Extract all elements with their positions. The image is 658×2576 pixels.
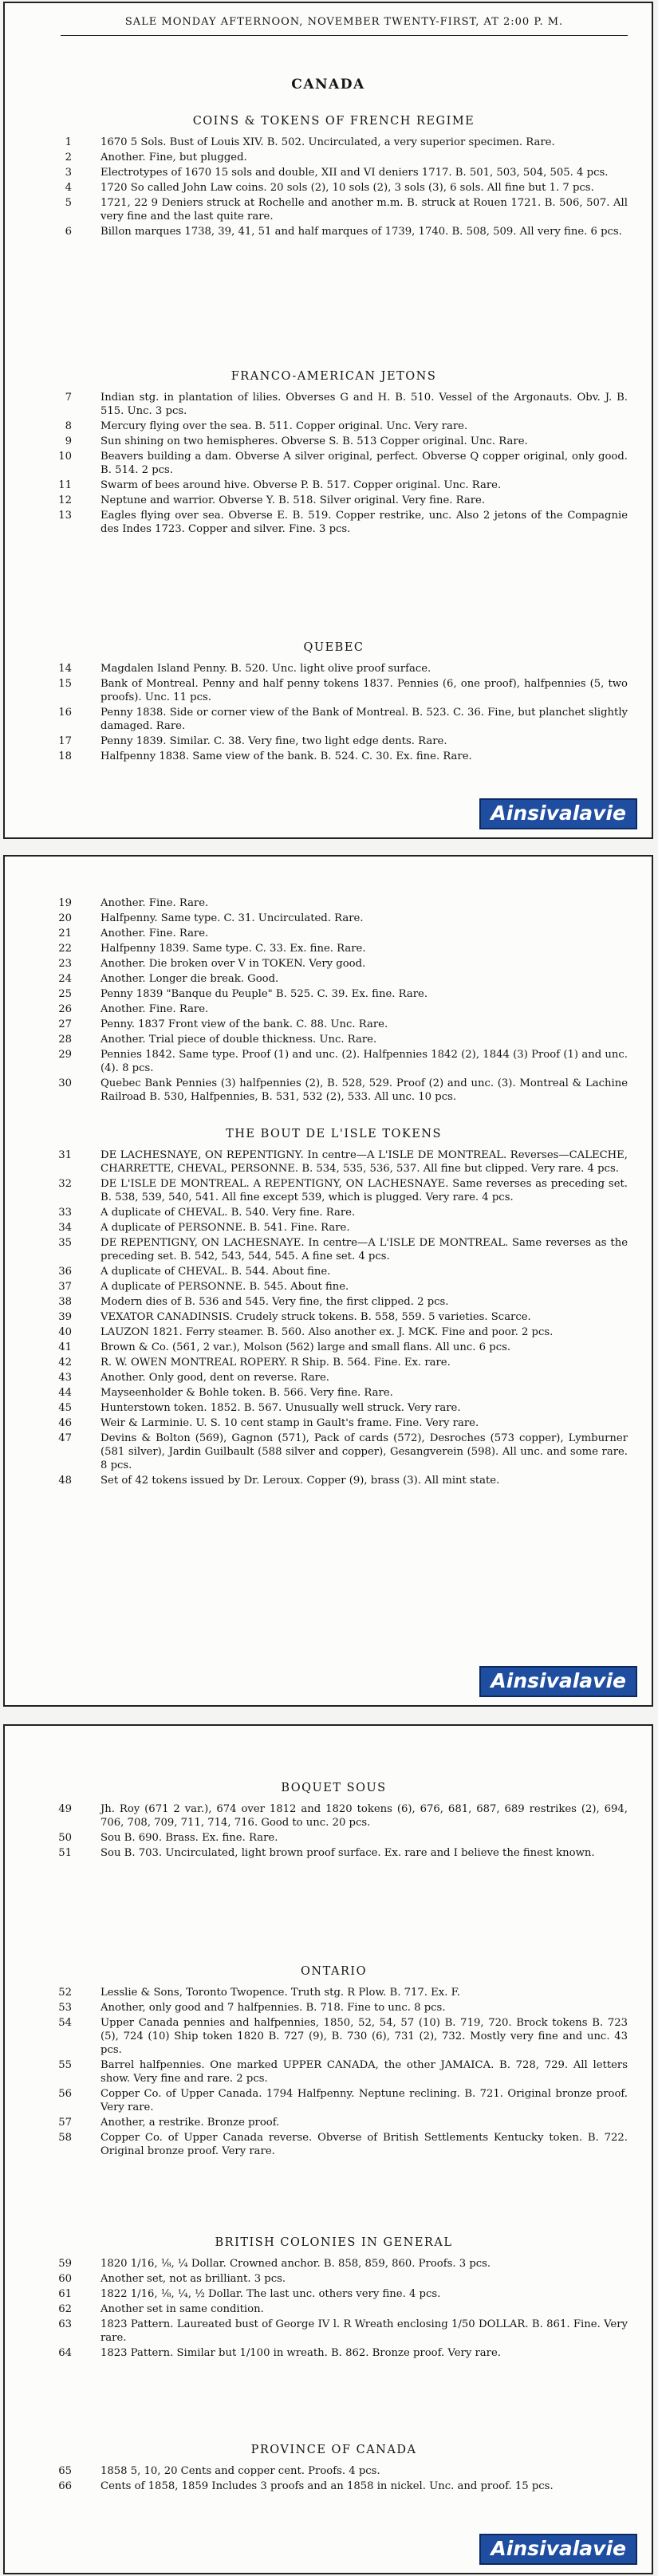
lot-description: Weir & Larminie. U. S. 10 cent stamp in Gault's frame. Fine. Very rare.	[100, 1417, 479, 1429]
lot-number: 7	[65, 392, 72, 404]
lot-entry	[40, 2257, 628, 2271]
lot-number: 44	[58, 1387, 72, 1399]
section-bout-de-lisle-tokens	[40, 1128, 628, 1489]
lot-entry	[40, 196, 628, 223]
watermark-logo: Ainsivalavie	[479, 2534, 637, 2565]
lot-number: 13	[58, 510, 72, 522]
lot-number: 51	[58, 1847, 72, 1859]
lot-number: 56	[58, 2088, 72, 2100]
section-british-colonies	[40, 2236, 628, 2361]
lot-entry	[40, 1310, 628, 1324]
lot-entry	[40, 435, 628, 448]
lot-description: Quebec Bank Pennies (3) halfpennies (2), B. 528, 529. Proof (2) and unc. (3). Montreal & Lachine Railroad B. 530, Halfpennies, B. 531, 532 (2), 533. All unc. 10 pcs.	[100, 1077, 628, 1103]
lot-number: 47	[58, 1432, 72, 1444]
lot-entry	[40, 2287, 628, 2301]
lot-number: 42	[58, 1357, 72, 1369]
lot-description: Another. Trial piece of double thickness. Unc. Rare.	[100, 1034, 377, 1046]
lot-entry	[40, 181, 628, 195]
lot-entry	[40, 151, 628, 164]
lot-entry	[40, 1846, 628, 1860]
lot-entry	[40, 1148, 628, 1176]
lot-entry	[40, 2058, 628, 2086]
section-title: FRANCO-AMERICAN JETONS	[230, 370, 437, 383]
lot-number: 16	[58, 707, 72, 719]
section-title: COINS & TOKENS OF FRENCH REGIME	[192, 115, 475, 128]
lot-number: 65	[58, 2465, 72, 2477]
catalog-page-2	[3, 855, 653, 1707]
lot-description: Neptune and warrior. Obverse Y. B. 518. Silver original. Very fine. Rare.	[100, 494, 486, 506]
lot-entry	[40, 972, 628, 986]
lot-description: Copper Co. of Upper Canada reverse. Obverse of British Settlements Kentucky token. B. 722. Original bronze proof. Very rare.	[100, 2132, 628, 2157]
lot-number: 24	[58, 973, 72, 985]
lot-number: 30	[58, 1077, 72, 1089]
lot-entry	[40, 1371, 628, 1385]
lot-description: 1822 1/16, ⅛, ¼, ½ Dollar. The last unc. others very fine. 4 pcs.	[100, 2288, 441, 2300]
lot-number: 6	[65, 226, 72, 238]
header-divider	[61, 35, 628, 36]
lot-description: Brown & Co. (561, 2 var.), Molson (562) large and small flans. All unc. 6 pcs.	[100, 1341, 511, 1353]
lot-number: 38	[58, 1296, 72, 1308]
lot-entry	[40, 1325, 628, 1339]
lot-entry	[40, 2302, 628, 2316]
lot-entry	[40, 1077, 628, 1104]
lot-number: 49	[58, 1803, 72, 1815]
lot-number: 55	[58, 2059, 72, 2071]
lot-entry	[40, 1341, 628, 1354]
lot-description: Electrotypes of 1670 15 sols and double, XII and VI deniers 1717. B. 501, 503, 504, 505. 4 pcs.	[100, 167, 609, 179]
lot-description: Penny 1839 "Banque du Peuple" B. 525. C. 39. Ex. fine. Rare.	[100, 988, 428, 1000]
lot-description: A duplicate of CHEVAL. B. 540. Very fine. Rare.	[100, 1207, 356, 1219]
lot-number: 3	[65, 167, 72, 179]
lot-description: LAUZON 1821. Ferry steamer. B. 560. Also another ex. J. MCK. Fine and poor. 2 pcs.	[100, 1326, 554, 1338]
lot-number: 28	[58, 1034, 72, 1046]
lot-number: 10	[58, 451, 72, 463]
lot-number: 5	[65, 197, 72, 209]
lot-number: 39	[58, 1311, 72, 1323]
lot-description: Swarm of bees around hive. Obverse P. B. 517. Copper original. Unc. Rare.	[100, 479, 502, 491]
lot-number: 21	[58, 928, 72, 939]
lot-number: 27	[58, 1018, 72, 1030]
lot-description: A duplicate of PERSONNE. B. 545. About fine.	[100, 1281, 349, 1293]
lot-entry	[40, 750, 628, 763]
lot-description: Sou B. 690. Brass. Ex. fine. Rare.	[100, 1832, 278, 1844]
lot-description: Eagles flying over sea. Obverse E. B. 519. Copper restrike, unc. Also 2 jetons of the Compagnie des Indes 1723. Copper and silver. Fine. 3 pcs.	[100, 510, 628, 535]
lot-number: 53	[58, 2002, 72, 2014]
lot-description: Mercury flying over the sea. B. 511. Copper original. Unc. Very rare.	[100, 420, 468, 432]
section-french-regime	[40, 115, 628, 240]
lot-description: Penny 1838. Side or corner view of the Bank of Montreal. B. 523. C. 36. Fine, but planchet slightly damaged. Rare.	[100, 707, 628, 732]
lot-description: Halfpenny 1838. Same view of the bank. B. 524. C. 30. Ex. fine. Rare.	[100, 750, 472, 762]
lot-number: 46	[58, 1417, 72, 1429]
lot-number: 40	[58, 1326, 72, 1338]
catalog-page-3	[3, 1724, 653, 2574]
lot-entry	[40, 1432, 628, 1472]
lot-entry	[40, 1048, 628, 1075]
lot-description: Barrel halfpennies. One marked UPPER CANADA, the other JAMAICA. B. 728, 729. All letters show. Very fine and rare. 2 pcs.	[100, 2059, 628, 2085]
lot-description: 1823 Pattern. Similar but 1/100 in wreath. B. 862. Bronze proof. Very rare.	[100, 2347, 501, 2359]
catalog-page-1	[3, 2, 653, 839]
lot-entry	[40, 706, 628, 733]
lot-number: 4	[65, 182, 72, 194]
lot-entry	[40, 419, 628, 433]
section-title: BOQUET SOUS	[281, 1782, 387, 1794]
lot-number: 32	[58, 1178, 72, 1190]
section-ontario	[40, 1965, 628, 2160]
lot-entry	[40, 1986, 628, 1999]
lot-entry	[40, 942, 628, 955]
lot-entry	[40, 2131, 628, 2158]
lot-description: A duplicate of CHEVAL. B. 544. About fine.	[100, 1266, 331, 1278]
lot-description: Mayseenholder & Bohle token. B. 566. Very fine. Rare.	[100, 1387, 393, 1399]
lot-description: Cents of 1858, 1859 Includes 3 proofs and an 1858 in nickel. Unc. and proof. 15 pcs.	[100, 2480, 554, 2492]
lot-entry	[40, 896, 628, 910]
lot-entry	[40, 1018, 628, 1031]
lot-number: 37	[58, 1281, 72, 1293]
lot-entry	[40, 1802, 628, 1830]
section-quebec	[40, 641, 628, 765]
lot-description: 1858 5, 10, 20 Cents and copper cent. Proofs. 4 pcs.	[100, 2465, 380, 2477]
lot-entry	[40, 1356, 628, 1369]
lot-entry	[40, 1416, 628, 1430]
lot-entry	[40, 1831, 628, 1845]
lot-description: Halfpenny. Same type. C. 31. Uncirculated. Rare.	[100, 912, 364, 924]
lot-number: 26	[58, 1003, 72, 1015]
lot-description: Sou B. 703. Uncirculated, light brown proof surface. Ex. rare and I believe the finest known.	[100, 1847, 595, 1859]
lot-number: 8	[65, 420, 72, 432]
lot-entry	[40, 735, 628, 748]
lot-description: 1823 Pattern. Laureated bust of George IV l. R Wreath enclosing 1/50 DOLLAR. B. 861. Fine. Very rare.	[100, 2318, 628, 2344]
lot-number: 63	[58, 2318, 72, 2330]
lot-entry	[40, 1265, 628, 1278]
lot-entry	[40, 1386, 628, 1400]
lot-description: Copper Co. of Upper Canada. 1794 Halfpenny. Neptune reclining. B. 721. Original bronze proof. Very rare.	[100, 2088, 628, 2113]
lot-description: DE LACHESNAYE, ON REPENTIGNY. In centre—A L'ISLE DE MONTREAL. Reverses—CALECHE, CHARRETTE, CHEVAL, PERSONNE. B. 534, 535, 536, 537. All fine but clipped. Very rare. 4 pcs.	[100, 1149, 628, 1175]
lot-description: Sun shining on two hemispheres. Obverse S. B. 513 Copper original. Unc. Rare.	[100, 435, 528, 447]
lot-number: 14	[58, 663, 72, 675]
lot-entry	[40, 450, 628, 477]
lot-description: Bank of Montreal. Penny and half penny tokens 1837. Pennies (6, one proof), halfpennies (5, two proofs). Unc. 11 pcs.	[100, 678, 628, 703]
section-franco-american-jetons	[40, 370, 628, 538]
lot-number: 19	[58, 897, 72, 909]
lot-number: 31	[58, 1149, 72, 1161]
lot-number: 9	[65, 435, 72, 447]
lot-description: A duplicate of PERSONNE. B. 541. Fine. Rare.	[100, 1222, 350, 1234]
lot-number: 11	[58, 479, 72, 491]
lot-entry	[40, 1401, 628, 1415]
lot-number: 48	[58, 1475, 72, 1487]
lot-description: Another. Only good, dent on reverse. Rare.	[100, 1372, 329, 1384]
lot-entry	[40, 677, 628, 704]
lot-number: 22	[58, 943, 72, 955]
lot-entry	[40, 2087, 628, 2114]
lot-description: Penny. 1837 Front view of the bank. C. 88. Unc. Rare.	[100, 1018, 388, 1030]
lot-number: 54	[58, 2017, 72, 2029]
watermark-logo: Ainsivalavie	[479, 798, 637, 829]
section-title: THE BOUT DE L'ISLE TOKENS	[226, 1128, 442, 1140]
lot-entry	[40, 166, 628, 179]
lot-number: 15	[58, 678, 72, 690]
lot-entry	[40, 2116, 628, 2129]
lot-number: 64	[58, 2347, 72, 2359]
lot-entry	[40, 391, 628, 418]
lot-entry	[40, 494, 628, 507]
lot-entry	[40, 1002, 628, 1016]
lot-number: 61	[58, 2288, 72, 2300]
sale-header: SALE MONDAY AFTERNOON, NOVEMBER TWENTY-FIRST, AT 2:00 P. M.	[124, 16, 564, 28]
lot-number: 60	[58, 2273, 72, 2285]
lot-description: Devins & Bolton (569), Gagnon (571), Pack of cards (572), Desroches (573 copper), Lymburner (581 silver), Jardin Guilbault (588 silver and copper), Gesangverein (598). All unc. and some rare. 8 pcs.	[100, 1432, 628, 1471]
lot-number: 43	[58, 1372, 72, 1384]
lot-number: 58	[58, 2132, 72, 2144]
lot-entry	[40, 987, 628, 1001]
lot-entry	[40, 927, 628, 940]
lot-description: Indian stg. in plantation of lilies. Obverses G and H. B. 510. Vessel of the Argonauts. Obv. J. B. 515. Unc. 3 pcs.	[100, 392, 628, 417]
lot-description: Another. Fine. Rare.	[100, 928, 209, 939]
lot-entry	[40, 1474, 628, 1487]
lot-description: Another. Die broken over V in TOKEN. Very good.	[100, 958, 366, 970]
lot-description: Billon marques 1738, 39, 41, 51 and half marques of 1739, 1740. B. 508, 509. All very fine. 6 pcs.	[100, 226, 622, 238]
lot-number: 17	[58, 735, 72, 747]
lot-description: Another set in same condition.	[100, 2303, 264, 2315]
section-title: PROVINCE OF CANADA	[250, 2444, 417, 2456]
lot-entry	[40, 2318, 628, 2345]
lot-number: 50	[58, 1832, 72, 1844]
lot-entry	[40, 225, 628, 238]
lot-number: 25	[58, 988, 72, 1000]
lot-number: 41	[58, 1341, 72, 1353]
lot-entry	[40, 662, 628, 676]
watermark-logo: Ainsivalavie	[479, 1666, 637, 1697]
lot-entry	[40, 1033, 628, 1046]
lot-entry	[40, 2346, 628, 2360]
section-boquet-sous	[40, 1782, 628, 1861]
lot-description: Beavers building a dam. Obverse A silver original, perfect. Obverse Q copper original, only good. B. 514. 2 pcs.	[100, 451, 628, 476]
lot-number: 52	[58, 1987, 72, 1999]
lot-entry	[40, 2464, 628, 2478]
lot-number: 18	[58, 750, 72, 762]
lot-number: 33	[58, 1207, 72, 1219]
lot-number: 1	[65, 136, 72, 148]
lot-description: Another. Longer die break. Good.	[100, 973, 279, 985]
lot-description: VEXATOR CANADINSIS. Crudely struck tokens. B. 558, 559. 5 varieties. Scarce.	[100, 1311, 531, 1323]
lot-entry	[40, 2016, 628, 2057]
lot-number: 59	[58, 2258, 72, 2270]
lot-number: 35	[58, 1237, 72, 1249]
lot-entry	[40, 957, 628, 971]
lot-entry	[40, 1206, 628, 1219]
lot-number: 57	[58, 2117, 72, 2129]
lot-description: Lesslie & Sons, Toronto Twopence. Truth stg. R Plow. B. 717. Ex. F.	[100, 1987, 460, 1999]
section-title: QUEBEC	[303, 641, 364, 654]
lot-description: 1820 1/16, ⅛, ¼ Dollar. Crowned anchor. B. 858, 859, 860. Proofs. 3 pcs.	[100, 2258, 491, 2270]
lot-entry	[40, 1295, 628, 1309]
lot-entry	[40, 912, 628, 925]
country-title: CANADA	[291, 77, 365, 93]
lot-description: DE REPENTIGNY, ON LACHESNAYE. In centre—A L'ISLE DE MONTREAL. Same reverses as the preceding set. B. 542, 543, 544, 545. A fine set. 4 pcs.	[100, 1237, 628, 1262]
lot-description: Magdalen Island Penny. B. 520. Unc. light olive proof surface.	[100, 663, 431, 675]
lot-description: 1720 So called John Law coins. 20 sols (2), 10 sols (2), 3 sols (3), 6 sols. All fine but 1. 7 pcs.	[100, 182, 594, 194]
lot-number: 66	[58, 2480, 72, 2492]
lot-description: Pennies 1842. Same type. Proof (1) and unc. (2). Halfpennies 1842 (2), 1844 (3) Proof (1) and unc. (4). 8 pcs.	[100, 1049, 628, 1074]
section-province-of-canada	[40, 2444, 628, 2495]
lot-entry	[40, 1177, 628, 1204]
lot-entry	[40, 1236, 628, 1263]
lot-description: Hunterstown token. 1852. B. 567. Unusually well struck. Very rare.	[100, 1402, 461, 1414]
lot-number: 23	[58, 958, 72, 970]
lot-entry	[40, 509, 628, 536]
lot-description: Another. Fine. Rare.	[100, 1003, 209, 1015]
lot-entry	[40, 479, 628, 492]
section-quebec-continued	[40, 896, 628, 1105]
lot-description: Upper Canada pennies and halfpennies, 1850, 52, 54, 57 (10) B. 719, 720. Brock tokens B. 723 (5), 724 (10) Ship token 1820 B. 727 (9), B. 730 (6), 731 (2), 732. Mostly very fine and unc. 43 pcs.	[100, 2017, 628, 2056]
lot-description: DE L'ISLE DE MONTREAL. A REPENTIGNY, ON LACHESNAYE. Same reverses as preceding set. B. 538, 539, 540, 541. All fine except 539, which is plugged. Very rare. 4 pcs.	[100, 1178, 628, 1203]
section-title: ONTARIO	[301, 1965, 367, 1978]
lot-entry	[40, 136, 628, 149]
lot-number: 62	[58, 2303, 72, 2315]
lot-description: Another, only good and 7 halfpennies. B. 718. Fine to unc. 8 pcs.	[100, 2002, 446, 2014]
lot-description: R. W. OWEN MONTREAL ROPERY. R Ship. B. 564. Fine. Ex. rare.	[100, 1357, 451, 1369]
lot-description: Another, a restrike. Bronze proof.	[100, 2117, 280, 2129]
lot-entry	[40, 1280, 628, 1294]
lot-description: Another. Fine, but plugged.	[100, 152, 247, 163]
lot-description: Modern dies of B. 536 and 545. Very fine, the first clipped. 2 pcs.	[100, 1296, 449, 1308]
lot-number: 29	[58, 1049, 72, 1061]
lot-number: 2	[65, 152, 72, 163]
lot-number: 45	[58, 1402, 72, 1414]
lot-description: Set of 42 tokens issued by Dr. Leroux. Copper (9), brass (3). All mint state.	[100, 1475, 500, 1487]
lot-description: Another. Fine. Rare.	[100, 897, 209, 909]
lot-number: 12	[58, 494, 72, 506]
lot-number: 36	[58, 1266, 72, 1278]
lot-entry	[40, 2272, 628, 2286]
lot-description: 1670 5 Sols. Bust of Louis XIV. B. 502. Uncirculated, a very superior specimen. Rare.	[100, 136, 555, 148]
lot-description: Jh. Roy (671 2 var.), 674 over 1812 and 1820 tokens (6), 676, 681, 687, 689 restrikes (2), 694, 706, 708, 709, 711, 714, 716. Good to unc. 20 pcs.	[100, 1803, 628, 1829]
lot-entry	[40, 2479, 628, 2493]
section-title: BRITISH COLONIES IN GENERAL	[215, 2236, 453, 2249]
lot-number: 34	[58, 1222, 72, 1234]
lot-description: Halfpenny 1839. Same type. C. 33. Ex. fine. Rare.	[100, 943, 366, 955]
lot-description: Another set, not as brilliant. 3 pcs.	[100, 2273, 286, 2285]
lot-entry	[40, 2001, 628, 2015]
lot-entry	[40, 1221, 628, 1235]
lot-number: 20	[58, 912, 72, 924]
lot-description: Penny 1839. Similar. C. 38. Very fine, two light edge dents. Rare.	[100, 735, 447, 747]
lot-description: 1721, 22 9 Deniers struck at Rochelle and another m.m. B. struck at Rouen 1721. B. 506, 507. All very fine and the last quite rare.	[100, 197, 628, 223]
